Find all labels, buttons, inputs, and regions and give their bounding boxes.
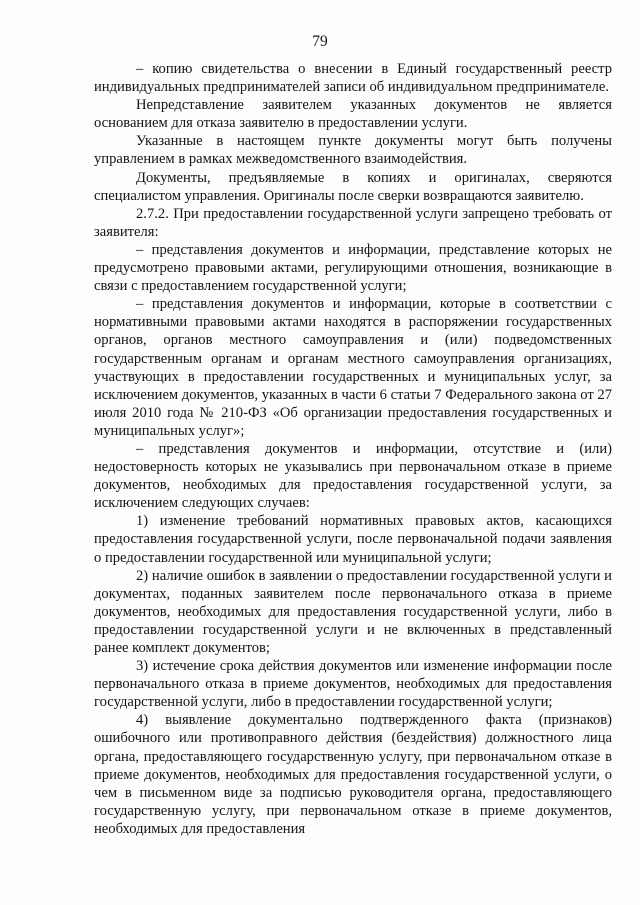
- page-number: 79: [312, 33, 328, 50]
- case-3: 3) истечение срока действия документов или изменение информации после первоначального отказа в приеме документов, необходимых для предоставления государственной услуги, либо в предоставлении государственной услуги;: [94, 658, 612, 711]
- case-2: 2) наличие ошибок в заявлении о предоставлении государственной услуги и документах, поданных заявителем после первоначального отказа в приеме документов, необходимых для предоставления государственной услуги, либо в предоставлении государственной услуги и не включенных в представленный ранее комплект документов;: [94, 567, 612, 656]
- paragraph-copy-certificate: – копию свидетельства о внесении в Единый государственный реестр индивидуальных предпринимателей записи об индивидуальном предпринимателе.: [94, 61, 612, 96]
- list-item-in-possession: – представления документов и информации, которые в соответствии с нормативными правовыми актами находятся в распоряжении государственных органов, органов местного самоуправления и (или) подведомственных государственным органам и органам местного самоуправления организациях, участвующих в предоставлении государственных и муниципальных услуг, за исключением документов, указанных в части 6 статьи 7 Федерального закона от 27 июля 2010 года № 210-ФЗ «Об организации предоставления государственных и муниципальных услуг»;: [94, 296, 612, 439]
- paragraph-interagency: Указанные в настоящем пункте документы могут быть получены управлением в рамках межведомственного взаимодействия.: [94, 133, 612, 168]
- paragraph-verification: Документы, предъявляемые в копиях и оригиналах, сверяются специалистом управления. Оригиналы после сверки возвращаются заявителю.: [94, 169, 612, 204]
- case-4: 4) выявление документально подтвержденного факта (признаков) ошибочного или противоправного действия (бездействия) должностного лица органа, предоставляющего государственную услугу, при первоначальном отказе в приеме документов, необходимых для предоставления государственной услуги, о чем в письменном виде за подписью руководителя органа, предоставляющего государственную услугу, при первоначальном отказе в приеме документов, необходимых для предоставления: [94, 712, 612, 837]
- list-item-not-indicated: – представления документов и информации, отсутствие и (или) недостоверность которых не указывались при первоначальном отказе в приеме документов, необходимых для предоставления государственной услуги, за исключением следующих случаев:: [94, 440, 612, 512]
- paragraph-non-submission: Непредставление заявителем указанных документов не является основанием для отказа заявителю в предоставлении услуги.: [94, 97, 612, 132]
- list-item-not-provided: – представления документов и информации, представление которых не предусмотрено правовыми актами, регулирующими отношения, возникающие в связи с предоставлением государственной услуги;: [94, 241, 612, 295]
- page-body: [94, 60, 612, 838]
- case-1: 1) изменение требований нормативных правовых актов, касающихся предоставления государственной услуги, после первоначальной подачи заявления о предоставлении государственной или муниципальной услуги;: [94, 513, 612, 566]
- paragraph-2-7-2: 2.7.2. При предоставлении государственной услуги запрещено требовать от заявителя:: [94, 205, 612, 240]
